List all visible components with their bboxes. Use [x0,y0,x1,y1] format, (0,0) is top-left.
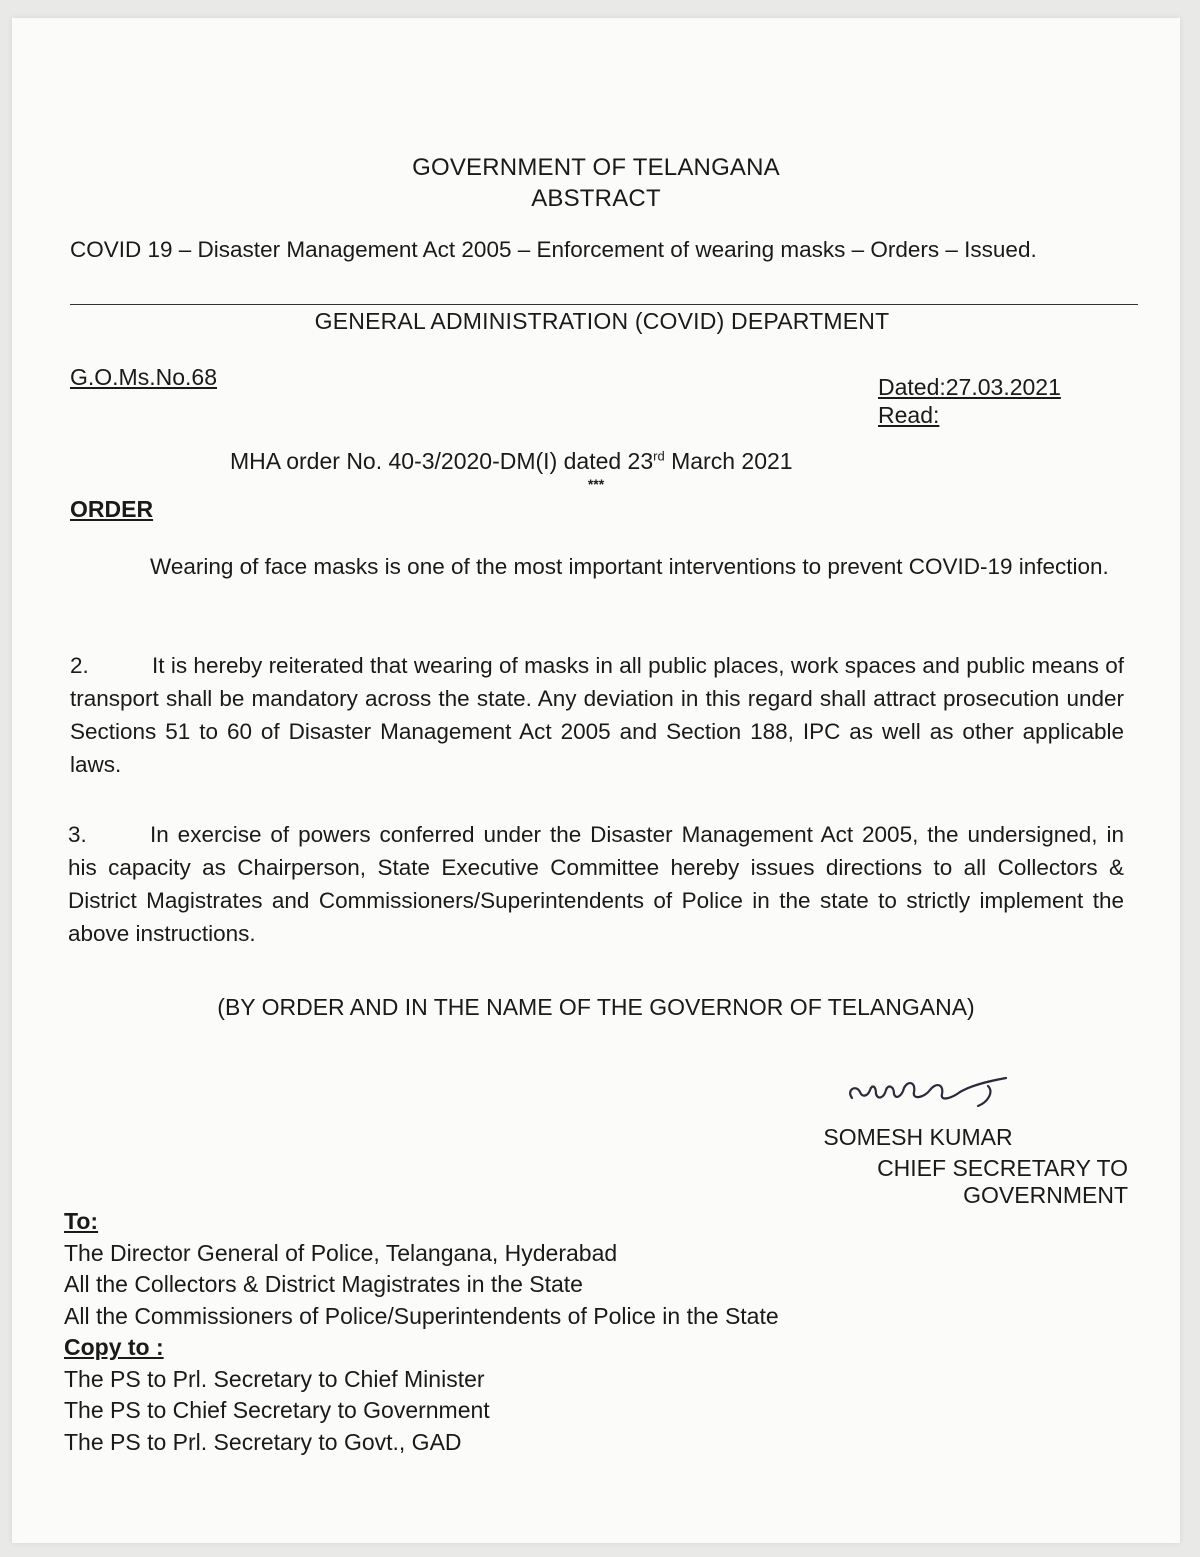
reference-superscript: rd [653,448,665,464]
signature-mark [838,1068,1018,1113]
reference-suffix: March 2021 [664,448,793,474]
signatory-name: SOMESH KUMAR [823,1124,1013,1150]
to-recipient: All the Collectors & District Magistrates in the State [64,1271,583,1297]
department-name: GENERAL ADMINISTRATION (COVID) DEPARTMENT [314,308,890,334]
to-recipient: All the Commissioners of Police/Superintendents of Police in the State [64,1302,779,1329]
to-heading: To: [64,1208,99,1234]
copy-to-recipient: The PS to Chief Secretary to Government [64,1397,490,1423]
paragraph-3-number: 3. [68,822,87,847]
reference-order [230,448,793,475]
reference-prefix: MHA order No. 40-3/2020-DM(I) dated 23 [230,448,654,474]
document-page [12,18,1180,1543]
copy-to-recipient: The PS to Prl. Secretary to Chief Minister [64,1365,485,1392]
paragraph-2 [70,649,1124,781]
paragraph-3-text: In exercise of powers conferred under the Disaster Management Act 2005, the undersigned, in his capacity as Chairperson, State Executive Committee hereby issues directions to all Collectors & District Magistrates and Commissioners/Superintendents of Police in the state to strictly implement the above instructions. [68,822,1124,946]
government-heading: GOVERNMENT OF TELANGANA [412,154,780,181]
subject-line: COVID 19 – Disaster Management Act 2005 – Enforcement of wearing masks – Orders – Issued. [70,237,1037,262]
paragraph-3 [68,818,1124,950]
to-recipient: The Director General of Police, Telangana, Hyderabad [64,1239,618,1266]
paragraph-1: Wearing of face masks is one of the most important interventions to prevent COVID-19 infection. [150,554,1109,579]
copy-to-recipient: The PS to Prl. Secretary to Govt., GAD [64,1428,462,1455]
copy-to-heading: Copy to : [64,1334,164,1360]
distribution-list [64,1206,779,1458]
read-label: Read: [878,402,940,428]
abstract-heading: ABSTRACT [531,185,661,212]
signatory-title: CHIEF SECRETARY TO GOVERNMENT [877,1155,1128,1208]
separator-stars: *** [587,476,605,492]
by-order-line: (BY ORDER AND IN THE NAME OF THE GOVERNOR OF TELANGANA) [217,994,975,1020]
go-number: G.O.Ms.No.68 [70,364,217,390]
order-heading: ORDER [70,496,154,522]
divider-rule [70,304,1138,305]
paragraph-2-text: It is hereby reiterated that wearing of masks in all public places, work spaces and public means of transport shall be mandatory across the state. Any deviation in this regard shall attract prosecution under Sections 51 to 60 of Disaster Management Act 2005 and Section 188, IPC as well as other applicable laws. [70,653,1124,777]
date-line: Dated:27.03.2021 [878,374,1061,400]
paragraph-2-number: 2. [70,653,89,678]
